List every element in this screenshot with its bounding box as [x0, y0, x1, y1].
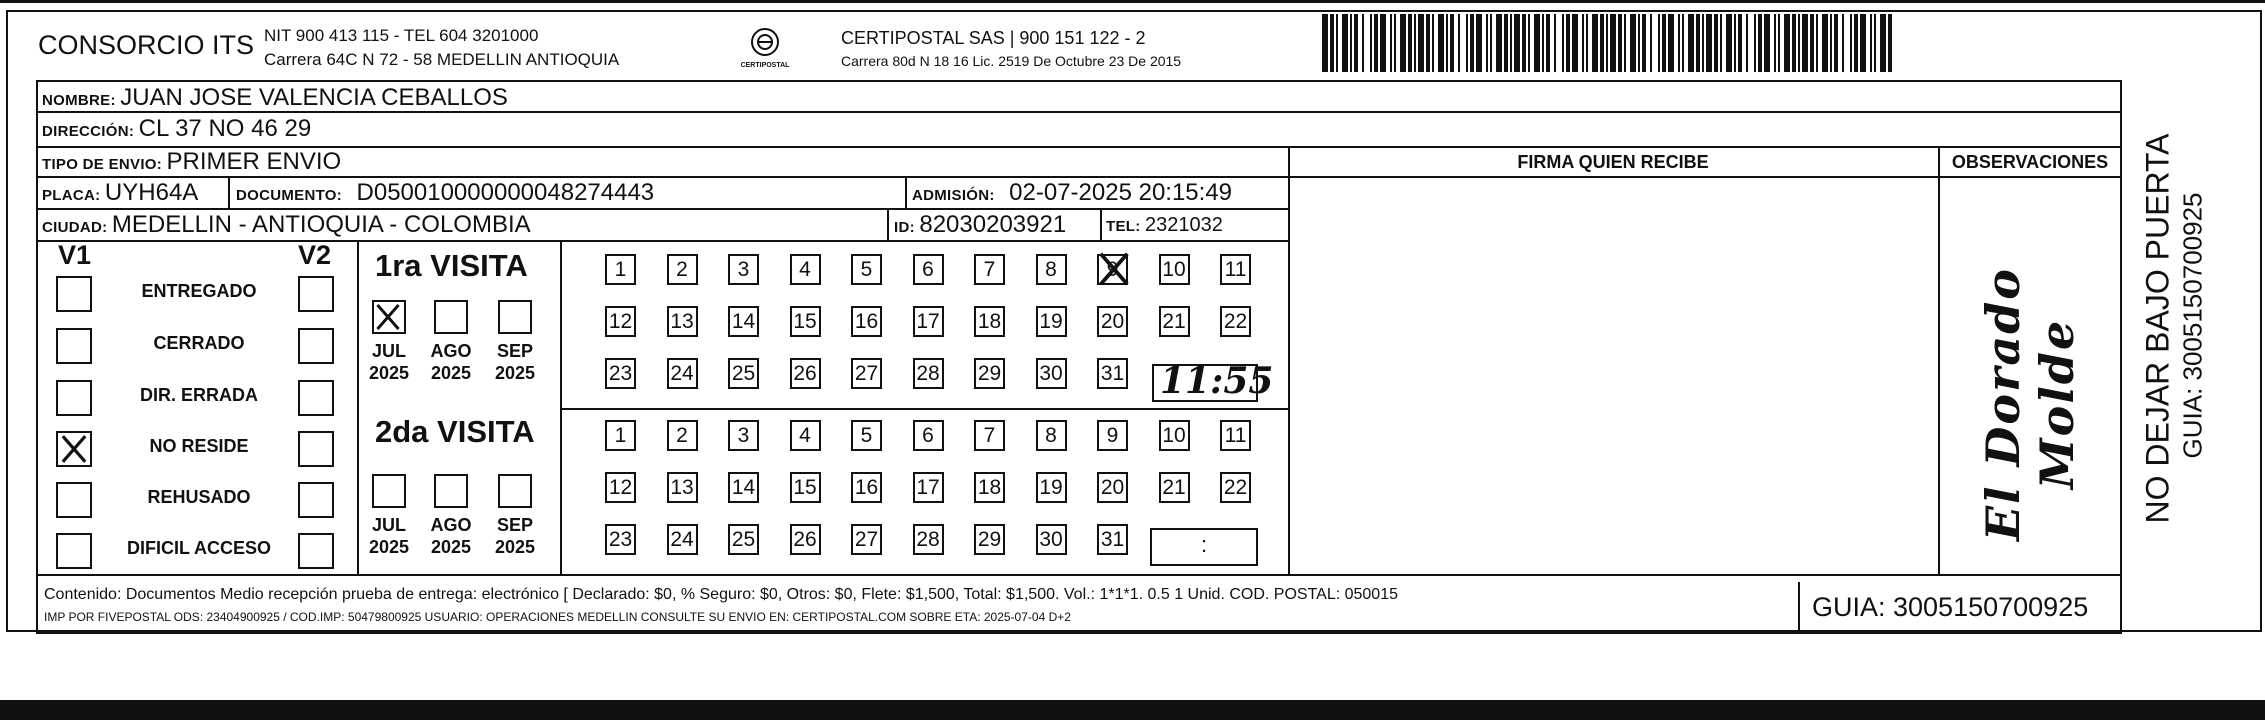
month-name: AGO	[430, 515, 472, 535]
rule	[560, 408, 1290, 410]
recipient-address: CL 37 NO 46 29	[138, 115, 312, 142]
visit1-day-box[interactable]: 16	[851, 306, 882, 337]
month-year: 2025	[494, 363, 536, 383]
shipping-type-row	[42, 148, 341, 176]
tel-label: TEL:	[1106, 218, 1141, 235]
visit2-month-checkbox[interactable]	[372, 474, 406, 508]
visit2-day-box[interactable]: 24	[667, 524, 698, 555]
rule	[887, 208, 889, 240]
visit2-day-box[interactable]: 10	[1159, 420, 1190, 451]
visit2-day-box[interactable]: 9	[1097, 420, 1128, 451]
visit1-month-label	[359, 340, 419, 384]
visit1-month-label	[485, 340, 545, 384]
month-year: 2025	[368, 537, 410, 557]
month-name: JUL	[371, 341, 406, 361]
observations-header: OBSERVACIONES	[1951, 152, 2109, 172]
visit2-day-box[interactable]: 12	[605, 472, 636, 503]
id-label: ID:	[894, 219, 915, 236]
rule	[36, 146, 2122, 148]
tel-cell	[1106, 214, 1223, 237]
status-label: CERRADO	[153, 333, 245, 353]
document-number: D050010000000048274443	[356, 179, 655, 206]
visit1-month-checkbox[interactable]	[434, 300, 468, 334]
do-not-leave-under-door: NO DEJAR BAJO PUERTA	[2139, 133, 2176, 524]
rule	[36, 574, 2122, 576]
month-name: JUL	[371, 515, 406, 535]
status-v1-checkbox[interactable]	[56, 276, 92, 312]
carrier-info-line1: CERTIPOSTAL SAS | 900 151 122 - 2	[841, 28, 1146, 48]
city: MEDELLIN - ANTIOQUIA - COLOMBIA	[111, 211, 531, 238]
visit1-month-checkbox[interactable]	[498, 300, 532, 334]
tel-number: 2321032	[1144, 214, 1223, 236]
month-name: AGO	[430, 341, 472, 361]
visit2-day-box[interactable]: 20	[1097, 472, 1128, 503]
carrier-info-line2: Carrera 80d N 18 16 Lic. 2519 De Octubre 23 De 2015	[841, 53, 1182, 69]
visit1-day-box[interactable]: 15	[790, 306, 821, 337]
status-v2-checkbox[interactable]	[298, 482, 334, 518]
rule	[36, 176, 1288, 178]
month-name: SEP	[496, 341, 534, 361]
company-info-line1: NIT 900 413 115 - TEL 604 3201000	[264, 26, 539, 45]
visit1-day-box[interactable]: 22	[1220, 306, 1251, 337]
visit2-day-box[interactable]: 5	[851, 420, 882, 451]
plate-cell	[42, 179, 198, 207]
status-v2-checkbox[interactable]	[298, 431, 334, 467]
visit2-day-box[interactable]: 1	[605, 420, 636, 451]
first-visit-title: 1ra VISITA	[375, 248, 528, 283]
status-label: DIFICIL ACCESO	[126, 538, 271, 558]
visit2-day-box[interactable]: 28	[913, 524, 944, 555]
plate-label: PLACA:	[42, 187, 101, 204]
visit2-month-checkbox[interactable]	[498, 474, 532, 508]
visit1-day-box[interactable]: 9	[1097, 254, 1128, 285]
visit2-day-box[interactable]: 2	[667, 420, 698, 451]
admission-datetime: 02-07-2025 20:15:49	[1009, 179, 1233, 206]
visit2-day-box[interactable]: 3	[728, 420, 759, 451]
second-visit-title: 2da VISITA	[375, 414, 535, 449]
rule	[2120, 80, 2122, 576]
status-v1-checkbox[interactable]	[56, 431, 92, 467]
visit1-day-box[interactable]: 14	[728, 306, 759, 337]
visit2-day-box[interactable]: 13	[667, 472, 698, 503]
company-info-line2: Carrera 64C N 72 - 58 MEDELLIN ANTIOQUIA	[264, 50, 620, 69]
city-cell	[42, 211, 531, 239]
visit1-day-box[interactable]: 24	[667, 358, 698, 389]
visit2-day-box[interactable]: 18	[974, 472, 1005, 503]
admission-cell	[912, 179, 1232, 207]
v1-label: V1	[58, 240, 92, 270]
visit2-day-box[interactable]: 27	[851, 524, 882, 555]
shipping-type-label: TIPO DE ENVIO:	[42, 156, 163, 173]
second-visit-time: :	[1200, 532, 1208, 557]
document-cell	[236, 179, 654, 207]
visit1-day-box[interactable]: 5	[851, 254, 882, 285]
admission-label: ADMISIÓN:	[912, 187, 995, 204]
visit1-month-label	[421, 340, 481, 384]
visit2-month-label	[485, 514, 545, 558]
status-label: DIR. ERRADA	[139, 385, 258, 405]
handwritten-observation	[1976, 200, 2084, 542]
scan-bottom-bar	[0, 700, 2265, 720]
visit1-day-box[interactable]: 8	[1036, 254, 1067, 285]
visit1-day-box[interactable]: 29	[974, 358, 1005, 389]
recipient-name: JUAN JOSE VALENCIA CEBALLOS	[120, 84, 508, 111]
month-year: 2025	[430, 363, 472, 383]
plate: UYH64A	[104, 179, 199, 206]
visit1-day-box[interactable]: 6	[913, 254, 944, 285]
status-label: REHUSADO	[147, 487, 251, 507]
rule	[1938, 146, 1940, 576]
visit2-day-box[interactable]: 15	[790, 472, 821, 503]
id-number: 82030203921	[919, 211, 1067, 238]
shipping-type: PRIMER ENVIO	[166, 148, 342, 175]
rule	[1100, 208, 1102, 240]
rule	[36, 240, 1288, 242]
visit2-day-box[interactable]: 8	[1036, 420, 1067, 451]
visit1-day-box[interactable]: 17	[913, 306, 944, 337]
visit2-day-box[interactable]: 11	[1220, 420, 1251, 451]
status-v1-checkbox[interactable]	[56, 482, 92, 518]
visit2-day-box[interactable]: 29	[974, 524, 1005, 555]
status-label: ENTREGADO	[141, 281, 257, 301]
visit2-day-box[interactable]: 26	[790, 524, 821, 555]
visit2-day-box[interactable]: 22	[1220, 472, 1251, 503]
city-label: CIUDAD:	[42, 219, 108, 236]
month-name: SEP	[496, 515, 534, 535]
status-v2-checkbox[interactable]	[298, 533, 334, 569]
visit2-day-box[interactable]: 21	[1159, 472, 1190, 503]
guide-number: GUIA: 3005150700925	[1812, 592, 2089, 622]
rule	[1288, 146, 1290, 576]
visit1-day-box[interactable]: 2	[667, 254, 698, 285]
address-row	[42, 115, 311, 143]
status-v1-checkbox[interactable]	[56, 328, 92, 364]
visit1-day-box[interactable]: 31	[1097, 358, 1128, 389]
receiver-signature-header: FIRMA QUIEN RECIBE	[1517, 152, 1709, 172]
visit1-day-box[interactable]: 7	[974, 254, 1005, 285]
visit1-day-box[interactable]: 4	[790, 254, 821, 285]
rule	[36, 574, 38, 634]
visit1-day-box[interactable]: 13	[667, 306, 698, 337]
visit1-day-box[interactable]: 28	[913, 358, 944, 389]
month-year: 2025	[368, 363, 410, 383]
handwritten-observation-text: El Dorado Molde	[1976, 267, 2084, 542]
name-row	[42, 84, 508, 112]
visit1-day-box[interactable]: 18	[974, 306, 1005, 337]
status-label: NO RESIDE	[149, 436, 249, 456]
visit2-day-box[interactable]: 31	[1097, 524, 1128, 555]
visit2-month-label	[359, 514, 419, 558]
contents-description: Contenido: Documentos Medio recepción prueba de entrega: electrónico [ Declarado: $0, % Seguro: $0, Otros: $0, Flete: $1,500, Total: $1,500. Vol.: 1*1*1. 0.5 1 Unid. COD. POSTAL: 050015	[44, 586, 1398, 603]
visit1-day-box[interactable]: 25	[728, 358, 759, 389]
visit2-day-box[interactable]: 23	[605, 524, 636, 555]
visit1-day-box[interactable]: 26	[790, 358, 821, 389]
rule	[36, 80, 2122, 82]
visit1-day-box[interactable]: 20	[1097, 306, 1128, 337]
rule	[36, 80, 38, 576]
v2-label: V2	[298, 240, 332, 270]
id-cell	[894, 211, 1066, 239]
visit1-day-box[interactable]: 12	[605, 306, 636, 337]
visit1-day-box[interactable]: 21	[1159, 306, 1190, 337]
status-v2-checkbox[interactable]	[298, 276, 334, 312]
visit2-day-box[interactable]: 16	[851, 472, 882, 503]
company-name: CONSORCIO ITS	[38, 30, 255, 60]
visit2-day-box[interactable]: 30	[1036, 524, 1067, 555]
visit2-day-box[interactable]: 7	[974, 420, 1005, 451]
rule	[1288, 176, 2122, 178]
visit1-day-box[interactable]: 30	[1036, 358, 1067, 389]
visit2-day-box[interactable]: 4	[790, 420, 821, 451]
visit2-day-box[interactable]: 25	[728, 524, 759, 555]
side-note	[2128, 110, 2208, 560]
barcode-icon	[1322, 14, 1897, 72]
visit1-day-box[interactable]: 23	[605, 358, 636, 389]
visit2-day-box[interactable]: 6	[913, 420, 944, 451]
rule	[36, 632, 2122, 634]
visit1-day-box[interactable]: 11	[1220, 254, 1251, 285]
certipostal-logo	[735, 26, 795, 74]
print-info: IMP POR FIVEPOSTAL ODS: 23404900925 / COD.IMP: 50479800925 USUARIO: OPERACIONES MEDELLIN CONSULTE SU ENVIO EN: CERTIPOSTAL.COM SOBRE ETA: 2025-07-04 D+2	[44, 610, 1071, 624]
month-year: 2025	[430, 537, 472, 557]
status-v2-checkbox[interactable]	[298, 380, 334, 416]
visit1-day-box[interactable]: 19	[1036, 306, 1067, 337]
name-label: NOMBRE:	[42, 92, 116, 109]
side-guide-number: GUIA: 3005150700925	[2177, 192, 2208, 459]
rule	[2120, 574, 2122, 634]
month-year: 2025	[494, 537, 536, 557]
visit2-month-label	[421, 514, 481, 558]
visit2-month-checkbox[interactable]	[434, 474, 468, 508]
status-v2-checkbox[interactable]	[298, 328, 334, 364]
visit1-day-box[interactable]: 27	[851, 358, 882, 389]
status-v1-checkbox[interactable]	[56, 380, 92, 416]
first-visit-time: 11:55	[1160, 360, 1274, 402]
visit1-day-box[interactable]: 10	[1159, 254, 1190, 285]
scan-top-edge	[0, 0, 2265, 3]
status-v1-checkbox[interactable]	[56, 533, 92, 569]
rule	[905, 176, 907, 208]
address-label: DIRECCIÓN:	[42, 123, 135, 140]
visit2-day-box[interactable]: 19	[1036, 472, 1067, 503]
document-label: DOCUMENTO:	[236, 187, 343, 204]
visit1-day-box[interactable]: 3	[728, 254, 759, 285]
rule	[1798, 582, 1800, 634]
logo-caption: CERTIPOSTAL	[740, 62, 790, 69]
visit1-month-checkbox[interactable]	[372, 300, 406, 334]
rule	[228, 176, 230, 208]
visit2-day-box[interactable]: 17	[913, 472, 944, 503]
visit2-day-box[interactable]: 14	[728, 472, 759, 503]
visit1-day-box[interactable]: 1	[605, 254, 636, 285]
